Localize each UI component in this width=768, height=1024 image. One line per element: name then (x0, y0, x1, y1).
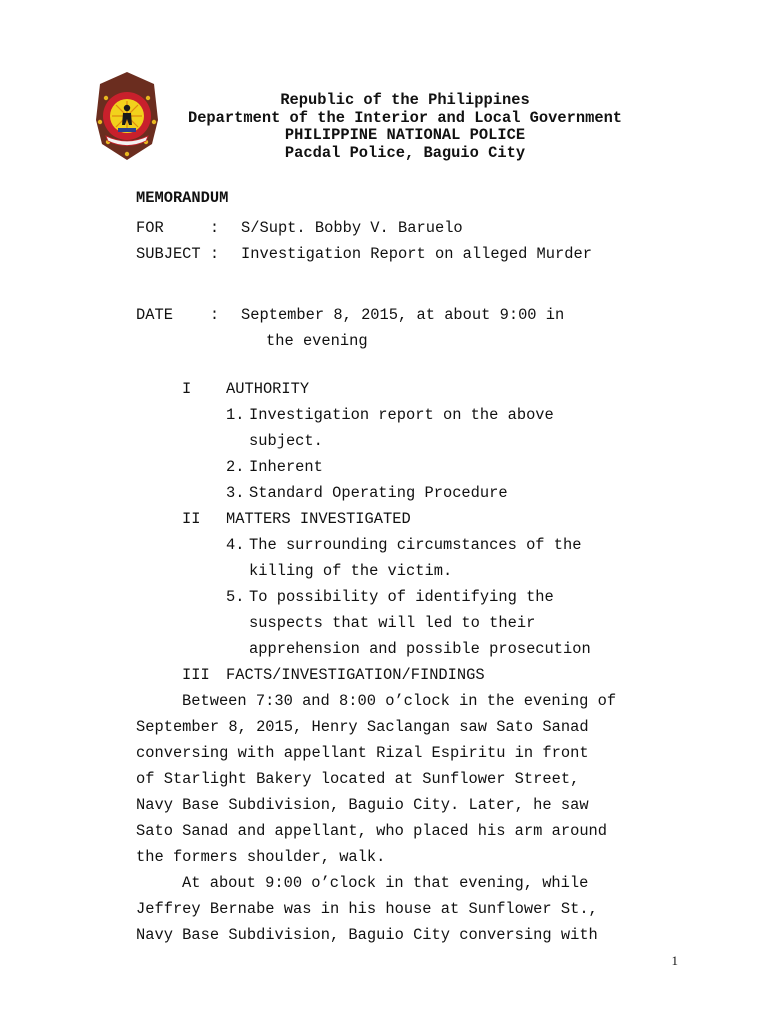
memo-title: MEMORANDUM (136, 189, 229, 207)
facts-p1-line-3: conversing with appellant Rizal Espiritu in front (136, 744, 589, 762)
facts-p2-line-3: Navy Base Subdivision, Baguio City conversing with (136, 926, 598, 944)
section-3-title: FACTS/INVESTIGATION/FINDINGS (226, 666, 485, 684)
date-value-1: September 8, 2015, at about 9:00 in (241, 306, 565, 324)
item-5-line-2: suspects that will led to their (249, 614, 536, 632)
item-2-line-1: Inherent (249, 458, 323, 476)
page-number: 1 (671, 953, 678, 968)
header-department: Department of the Interior and Local Government (187, 108, 623, 127)
section-2-numeral: II (182, 510, 201, 528)
facts-p1-line-7: the formers shoulder, walk. (136, 848, 386, 866)
facts-p1-line-4: of Starlight Bakery located at Sunflower Street, (136, 770, 580, 788)
facts-p1-line-6: Sato Sanad and appellant, who placed his arm around (136, 822, 608, 840)
section-1-title: AUTHORITY (226, 380, 310, 398)
item-4-number: 4. (226, 536, 245, 554)
facts-p1-line-5: Navy Base Subdivision, Baguio City. Later, he saw (136, 796, 589, 814)
for-value: S/Supt. Bobby V. Baruelo (241, 219, 463, 237)
item-1-line-1: Investigation report on the above (249, 406, 554, 424)
item-5-line-1: To possibility of identifying the (249, 588, 554, 606)
facts-p1-line-1: Between 7:30 and 8:00 o’clock in the evening of (182, 692, 617, 710)
subject-label: SUBJECT : (136, 245, 220, 263)
item-3-number: 3. (226, 484, 245, 502)
letterhead (140, 92, 670, 162)
header-pnp: PHILIPPINE NATIONAL POLICE (284, 126, 526, 144)
section-3-numeral: III (182, 666, 210, 684)
facts-p2-line-1: At about 9:00 o’clock in that evening, while (182, 874, 589, 892)
item-2-number: 2. (226, 458, 245, 476)
item-3-line-1: Standard Operating Procedure (249, 484, 508, 502)
item-5-number: 5. (226, 588, 245, 606)
date-label: DATE : (136, 306, 220, 324)
item-4-line-2: killing of the victim. (249, 562, 453, 580)
for-label: FOR : (136, 219, 220, 237)
item-5-line-3: apprehension and possible prosecution (249, 640, 591, 658)
item-4-line-1: The surrounding circumstances of the (249, 536, 582, 554)
item-1-number: 1. (226, 406, 245, 424)
section-2-title: MATTERS INVESTIGATED (226, 510, 411, 528)
header-republic: Republic of the Philippines (280, 91, 530, 109)
facts-p1-line-2: September 8, 2015, Henry Saclangan saw Sato Sanad (136, 718, 589, 736)
date-value-2: the evening (266, 332, 368, 350)
subject-value: Investigation Report on alleged Murder (241, 245, 592, 263)
item-1-line-2: subject. (249, 432, 323, 450)
header-station: Pacdal Police, Baguio City (284, 143, 526, 162)
section-1-numeral: I (182, 380, 192, 398)
facts-p2-line-2: Jeffrey Bernabe was in his house at Sunflower St., (136, 900, 598, 918)
